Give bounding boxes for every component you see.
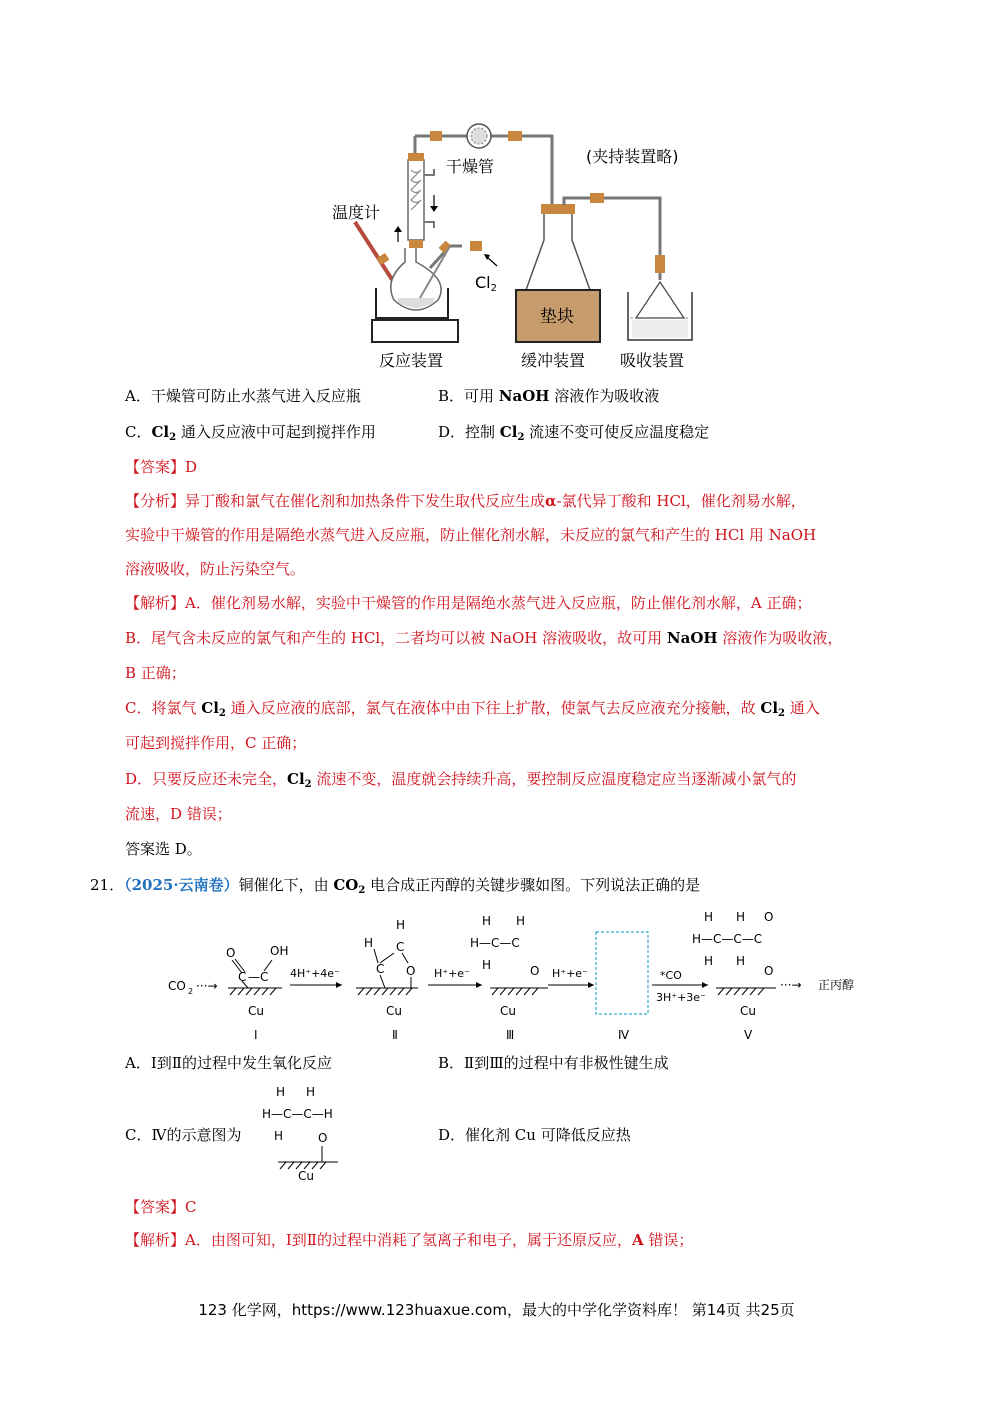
scheme-cu-3: Cu xyxy=(500,1004,516,1018)
q20-analysis-line2: 实验中干燥管的作用是隔绝水蒸气进入反应瓶，防止催化剂水解，未反应的氯气和产生的 HCl 用 NaOH xyxy=(125,526,817,544)
scheme-co2-sub: 2 xyxy=(188,987,194,996)
svg-text:···→: ···→ xyxy=(196,979,218,993)
q20-answer: 【答案】D xyxy=(125,458,198,476)
scheme-product: 正丙醇 xyxy=(818,978,855,992)
drying-tube-label: 干燥管 xyxy=(446,157,495,176)
q21-stem: 21．（2025·云南卷）铜催化下，由 $CO_2$ 电合成正丙醇的关键步骤如图。下列说法正确的是 xyxy=(90,876,701,896)
svg-text:H: H xyxy=(306,1085,316,1099)
q20-final-answer: 答案选 D。 xyxy=(125,840,202,858)
svg-text:C: C xyxy=(376,962,385,976)
q21-option-b: B．Ⅱ到Ⅲ的过程中有非极性键生成 xyxy=(438,1054,669,1072)
scheme-roman-1: Ⅰ xyxy=(254,1028,258,1042)
thermometer-label: 温度计 xyxy=(332,203,381,222)
svg-text:O: O xyxy=(764,964,774,978)
svg-text:H: H xyxy=(482,914,492,928)
svg-text:H: H xyxy=(704,954,714,968)
svg-text:H: H xyxy=(276,1085,286,1099)
q20-option-a: A．干燥管可防止水蒸气进入反应瓶 xyxy=(125,387,361,405)
apparatus-figure xyxy=(0,0,993,380)
svg-text:H: H xyxy=(482,958,492,972)
scheme-cu-5: Cu xyxy=(740,1004,756,1018)
q20-explain-b1: B．尾气含未反应的氯气和产生的 HCl，二者均可以被 NaOH 溶液吸收，故可用 NaOH 溶液作为吸收液， xyxy=(125,629,843,647)
scheme-cu-2: Cu xyxy=(386,1004,402,1018)
svg-text:H: H xyxy=(364,936,374,950)
svg-text:H: H xyxy=(274,1129,284,1143)
svg-text:C: C xyxy=(260,970,269,984)
scheme-roman-2: Ⅱ xyxy=(392,1028,398,1042)
svg-text:H—C—C—C: H—C—C—C xyxy=(692,932,763,946)
reaction-scheme xyxy=(0,905,993,1045)
svg-text:H—C—C—H: H—C—C—H xyxy=(262,1107,333,1121)
cl2-label: $Cl_2$ xyxy=(475,273,497,294)
q21-answer: 【答案】C xyxy=(125,1198,197,1216)
svg-text:O: O xyxy=(226,946,236,960)
svg-text:H: H xyxy=(396,918,406,932)
svg-text:O: O xyxy=(406,964,416,978)
scheme-step2: H⁺+e⁻ xyxy=(434,967,470,980)
q20-explain-c1: C．将氯气 $Cl_2$ 通入反应液的底部，氯气在液体中由下往上扩散，使氯气去反应液充分接触，故 $Cl_2$ 通入 xyxy=(125,699,820,719)
svg-text:···→: ···→ xyxy=(780,978,802,992)
buffer-apparatus-label: 缓冲装置 xyxy=(521,351,586,370)
q21-option-d: D．催化剂 Cu 可降低反应热 xyxy=(438,1126,631,1144)
scheme-step4-bot: 3H⁺+3e⁻ xyxy=(656,991,706,1004)
svg-text:C: C xyxy=(238,970,247,984)
q21-explain-a: 【解析】A．由图可知，Ⅰ到Ⅱ的过程中消耗了氢离子和电子，属于还原反应，A 错误； xyxy=(125,1231,694,1249)
reaction-apparatus-label: 反应装置 xyxy=(379,351,444,370)
svg-text:OH: OH xyxy=(270,944,289,958)
svg-text:O: O xyxy=(764,910,774,924)
q20-explain-b2: B 正确； xyxy=(125,664,186,682)
q21-option-c: C．Ⅳ的示意图为 xyxy=(125,1126,242,1144)
page-footer: 123 化学网，https://www.123huaxue.com，最大的中学化学资料库！ 第14页 共25页 xyxy=(198,1301,795,1319)
scheme-roman-3: Ⅲ xyxy=(506,1028,515,1042)
q20-option-d: D．控制 $Cl_2$ 流速不变可使反应温度稳定 xyxy=(438,423,710,443)
scheme-step1: 4H⁺+4e⁻ xyxy=(290,967,340,980)
svg-text:H—C—C: H—C—C xyxy=(470,936,520,950)
q20-explain-d1: D．只要反应还未完全，$Cl_2$ 流速不变，温度就会持续升高，要控制反应温度稳定应当逐渐减小氯气的 xyxy=(125,770,797,790)
block-label: 垫块 xyxy=(540,307,574,327)
svg-text:O: O xyxy=(530,964,540,978)
q20-explain-a: 【解析】A．催化剂易水解，实验中干燥管的作用是隔绝水蒸气进入反应瓶，防止催化剂水解，A 正确； xyxy=(125,594,812,612)
q20-explain-c2: 可起到搅拌作用，C 正确； xyxy=(125,734,307,752)
q20-analysis-line1: 【分析】异丁酸和氯气在催化剂和加热条件下发生取代反应生成α-氯代异丁酸和 HCl，催化剂易水解， xyxy=(125,492,806,510)
clamp-note-label: (夹持装置略) xyxy=(586,147,679,166)
svg-text:O: O xyxy=(318,1131,328,1145)
scheme-roman-5: Ⅴ xyxy=(744,1028,753,1042)
q20-explain-d2: 流速，D 错误； xyxy=(125,805,232,823)
svg-text:H: H xyxy=(516,914,526,928)
q21-option-a: A．Ⅰ到Ⅱ的过程中发生氧化反应 xyxy=(125,1054,332,1072)
q20-option-c: C．$Cl_2$ 通入反应液中可起到搅拌作用 xyxy=(125,423,376,443)
scheme-roman-4: Ⅳ xyxy=(618,1028,630,1042)
scheme-cu-1: Cu xyxy=(248,1004,264,1018)
q20-analysis-line3: 溶液吸收，防止污染空气。 xyxy=(125,560,306,578)
svg-text:H: H xyxy=(704,910,714,924)
scheme-step4-top: *CO xyxy=(660,969,682,982)
scheme-step3: H⁺+e⁻ xyxy=(552,967,588,980)
svg-text:H: H xyxy=(736,910,746,924)
absorb-apparatus-label: 吸收装置 xyxy=(620,351,685,370)
svg-text:H: H xyxy=(736,954,746,968)
option-c-cu: Cu xyxy=(298,1169,314,1182)
option-c-structure xyxy=(258,1082,378,1182)
svg-text:—: — xyxy=(248,970,260,984)
svg-text:C: C xyxy=(396,940,405,954)
q20-option-b: B．可用 NaOH 溶液作为吸收液 xyxy=(438,387,660,405)
scheme-co2: CO xyxy=(168,979,186,993)
